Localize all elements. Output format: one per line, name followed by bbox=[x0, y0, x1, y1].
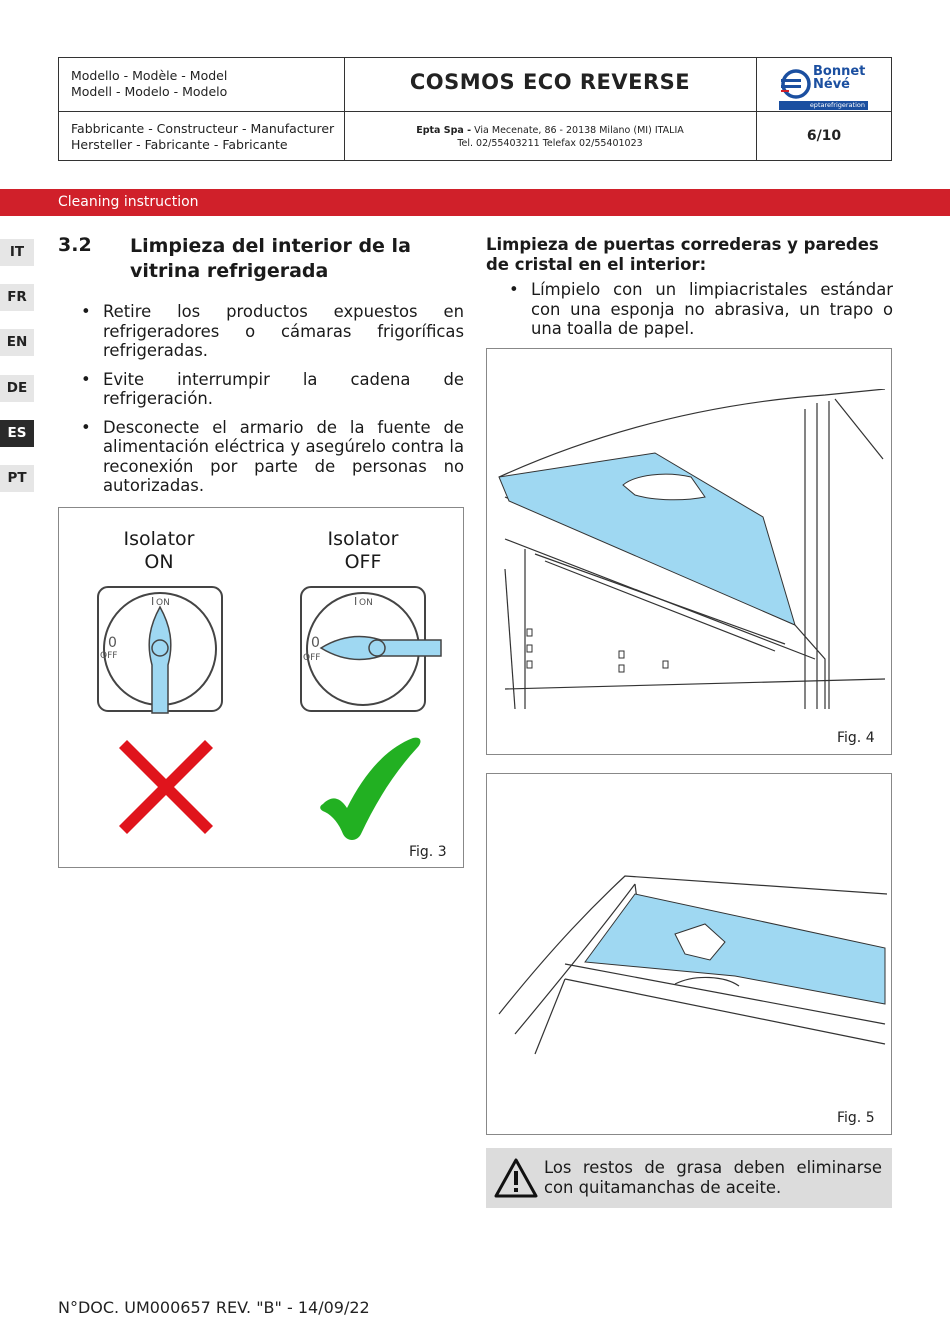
lang-tab-es[interactable]: ES bbox=[0, 420, 34, 447]
svg-text:0: 0 bbox=[108, 635, 117, 651]
section-title: Limpieza del interior de la vitrina refrigerada bbox=[130, 235, 411, 282]
sliding-door-illustration bbox=[495, 389, 887, 719]
lang-tab-fr[interactable]: FR bbox=[0, 284, 34, 311]
figure-5-caption: Fig. 5 bbox=[837, 1110, 875, 1126]
switch-on-text: ON bbox=[156, 598, 170, 608]
isolator-off-label: Isolator OFF bbox=[327, 528, 399, 573]
figure-3-caption: Fig. 3 bbox=[409, 844, 447, 860]
svg-text:OFF: OFF bbox=[303, 653, 321, 663]
isolator-switch-on-icon bbox=[96, 585, 224, 715]
model-label: Modello - Modèle - Model Modell - Modelo - Modelo bbox=[71, 68, 228, 99]
cross-icon bbox=[117, 738, 215, 836]
logo-line-1: Bonnet bbox=[813, 64, 866, 79]
figure-4 bbox=[486, 348, 892, 755]
switch-off-text: OFF bbox=[100, 651, 118, 661]
svg-text:0: 0 bbox=[311, 635, 320, 651]
right-heading: Limpieza de puertas correderas y paredes de cristal en el interior: bbox=[486, 235, 879, 274]
euro-logo-icon bbox=[781, 68, 811, 100]
instruction-list bbox=[78, 302, 464, 505]
list-item: • Desconecte el armario de la fuente de alimentación eléctrica y asegúrelo contra la reconexión por parte de personas no autorizadas. bbox=[78, 418, 464, 496]
figure-3 bbox=[58, 507, 464, 868]
svg-text:I: I bbox=[354, 595, 358, 608]
right-instruction-list bbox=[508, 280, 893, 339]
document-title: COSMOS ECO REVERSE bbox=[409, 70, 691, 94]
list-item: • Límpielo con un limpiacristales estándar con una esponja no abrasiva, un trapo o una toalla de papel. bbox=[508, 280, 893, 339]
glass-wall-illustration bbox=[495, 864, 887, 1064]
isolator-on-label: Isolator ON bbox=[123, 528, 195, 573]
figure-4-caption: Fig. 4 bbox=[837, 730, 875, 746]
document-footer: N°DOC. UM000657 REV. "B" - 14/09/22 bbox=[58, 1298, 370, 1317]
lang-tab-de[interactable]: DE bbox=[0, 375, 34, 402]
warning-icon bbox=[494, 1158, 538, 1198]
warning-box bbox=[486, 1148, 892, 1208]
checkmark-icon bbox=[317, 734, 427, 844]
svg-text:I: I bbox=[151, 595, 155, 608]
list-item: • Retire los productos expuestos en refrigeradores o cámaras frigoríficas refrigeradas. bbox=[78, 302, 464, 361]
lang-tab-it[interactable]: IT bbox=[0, 239, 34, 266]
section-bar: Cleaning instruction bbox=[0, 189, 950, 216]
lang-tab-pt[interactable]: PT bbox=[0, 465, 34, 492]
list-item: • Evite interrumpir la cadena de refrigeración. bbox=[78, 370, 464, 409]
bonnet-neve-logo bbox=[779, 64, 871, 109]
document-header bbox=[58, 57, 892, 161]
figure-5 bbox=[486, 773, 892, 1135]
manufacturer-address: Epta Spa - Via Mecenate, 86 - 20138 Milano (MI) ITALIA Tel. 02/55403211 Telefax 02/55401023 bbox=[416, 125, 684, 149]
logo-line-2: Névé bbox=[813, 77, 850, 92]
svg-text:ON: ON bbox=[359, 598, 373, 608]
logo-sub: eptarefrigeration bbox=[779, 101, 868, 110]
page-number: 6/10 bbox=[806, 128, 842, 144]
warning-text: Los restos de grasa deben eliminarse con quitamanchas de aceite. bbox=[544, 1158, 882, 1197]
isolator-switch-off-icon bbox=[299, 585, 444, 715]
manufacturer-label: Fabbricante - Constructeur - Manufacturer Hersteller - Fabricante - Fabricante bbox=[71, 121, 335, 152]
section-number: 3.2 bbox=[58, 234, 92, 256]
lang-tab-en[interactable]: EN bbox=[0, 329, 34, 356]
